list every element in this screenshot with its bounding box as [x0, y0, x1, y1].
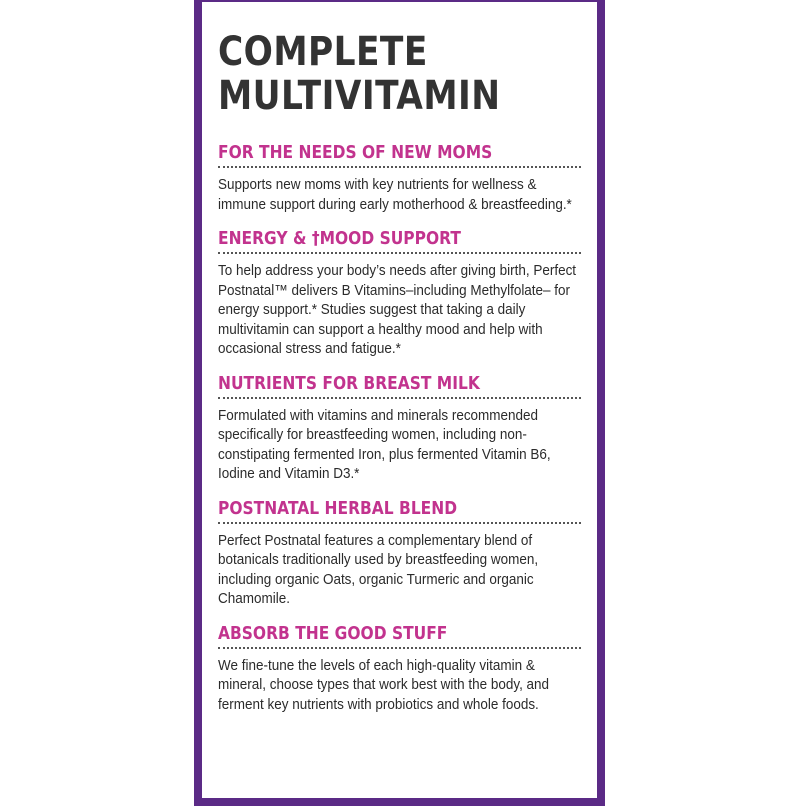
section-energy-mood	[218, 228, 582, 360]
section-body: Formulated with vitamins and minerals recommended specifically for breastfeeding women, including non-constipating fermented Iron, plus fermented Vitamin B6, Iodine and Vitamin D3.*	[218, 407, 551, 482]
panel-content	[218, 30, 582, 728]
main-title	[218, 30, 531, 118]
section-heading: ENERGY & †MOOD SUPPORT	[218, 228, 461, 249]
dotted-divider	[218, 522, 581, 524]
section-body: We fine-tune the levels of each high-quality vitamin & mineral, choose types that work best with the body, and ferment key nutrients with probiotics and whole foods.	[218, 657, 550, 713]
section-absorb	[218, 623, 582, 716]
section-heading: NUTRIENTS FOR BREAST MILK	[218, 372, 480, 394]
section-body: To help address your body’s needs after giving birth, Perfect Postnatal™ delivers B Vitamins–including Methylfolate– for energy support.* Studies suggest that taking a daily multivitamin can support a healthy mood and help with occasional stress and fatigue.*	[218, 263, 577, 357]
dotted-divider	[218, 397, 581, 399]
section-herbal-blend	[218, 498, 582, 610]
section-body: Supports new moms with key nutrients for wellness & immune support during early motherhood & breastfeeding.*	[218, 177, 572, 213]
section-breast-milk	[218, 373, 582, 485]
section-heading: POSTNATAL HERBAL BLEND	[218, 497, 458, 519]
dotted-divider	[218, 166, 581, 168]
section-heading: FOR THE NEEDS OF NEW MOMS	[218, 142, 493, 163]
section-body: Perfect Postnatal features a complementary blend of botanicals traditionally used by breastfeeding women, including organic Oats, organic Turmeric and organic Chamomile.	[218, 532, 539, 607]
main-title-line-1: COMPLETE	[218, 29, 428, 75]
dotted-divider	[218, 647, 581, 649]
section-new-moms	[218, 142, 582, 215]
dotted-divider	[218, 252, 581, 254]
main-title-line-2: MULTIVITAMIN	[218, 73, 501, 119]
info-panel	[194, 0, 605, 806]
section-heading: ABSORB THE GOOD STUFF	[218, 622, 448, 644]
